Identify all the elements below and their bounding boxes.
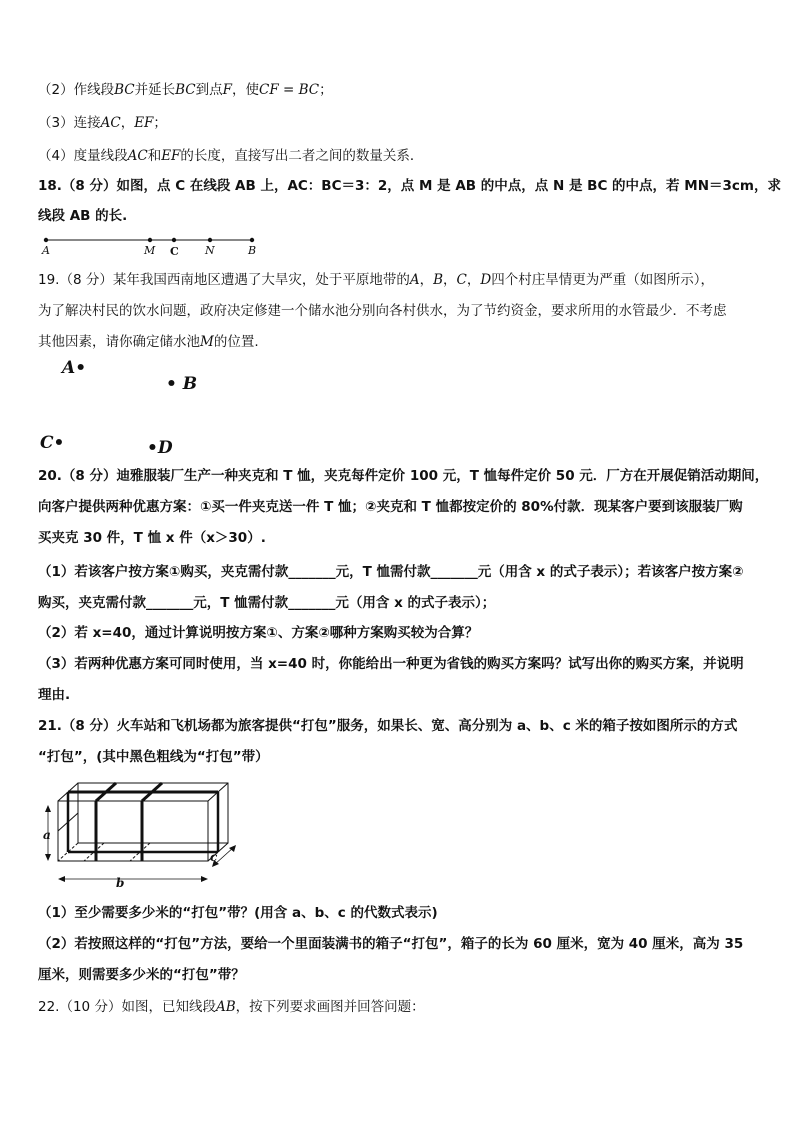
point-m xyxy=(148,238,152,242)
q19-text-line1: 19.（8 分）某年我国西南地区遭遇了大旱灾，处于平原地带的A，B，C，D四个村庄旱情更为严重（如图所示）， xyxy=(38,272,714,288)
q20-text-line2: 向客户提供两种优惠方案：①买一件夹克送一件 T 恤；②夹克和 T 恤都按定价的 80%付款．现某客户要到该服装厂购 xyxy=(38,499,743,515)
q21-text-line2: “打包”，(其中黑色粗线为“打包”带） xyxy=(38,749,269,765)
q19-text-line3: 其他因素，请你确定储水池M的位置. xyxy=(38,334,259,350)
q20-sub3-line2: 理由. xyxy=(38,687,71,703)
q18-text-line2: 线段 AB 的长. xyxy=(38,208,128,224)
q22-text-line1: 22.（10 分）如图，已知线段AB，按下列要求画图并回答问题： xyxy=(38,999,425,1015)
point-a xyxy=(44,238,48,242)
q18-text-line1: 18.（8 分）如图，点 C 在线段 AB 上，AC：BC＝3：2，点 M 是 AB 的中点，点 N 是 BC 的中点，若 MN＝3cm，求 xyxy=(38,178,781,194)
q17-step3: （3）连接AC，EF； xyxy=(38,115,167,131)
village-b: • B xyxy=(166,374,198,394)
q20-text-line3: 买夹克 30 件，T 恤 x 件（x＞30）. xyxy=(38,530,266,546)
point-b xyxy=(250,238,254,242)
label-c: C xyxy=(170,245,179,258)
q21-sub2-line2: 厘米，则需要多少米的“打包”带？ xyxy=(38,967,245,983)
q20-sub1-line2: 购买，夹克需付款_______元，T 恤需付款_______元（用含 x 的式子表示）； xyxy=(38,595,496,611)
dim-b-label: b xyxy=(116,876,125,889)
point-n xyxy=(208,238,212,242)
q20-sub3-line1: （3）若两种优惠方案可同时使用，当 x=40 时，你能给出一种更为省钱的购买方案吗？试写出你的购买方案，并说明 xyxy=(38,656,744,672)
village-c: C• xyxy=(40,433,65,453)
q21-sub1: （1）至少需要多少米的“打包”带？(用含 a、b、c 的代数式表示) xyxy=(38,905,438,921)
label-n: N xyxy=(205,244,215,257)
dim-c-label: c xyxy=(210,850,218,864)
q20-sub1-line1: （1）若该客户按方案①购买，夹克需付款_______元，T 恤需付款_______元（用含 x 的式子表示）；若该客户按方案② xyxy=(38,564,744,580)
q21-sub2-line1: （2）若按照这样的“打包”方法，要给一个里面装满书的箱子“打包”，箱子的长为 60 厘米，宽为 40 厘米，高为 35 xyxy=(38,936,744,952)
label-b: B xyxy=(248,244,257,257)
q21-text-line1: 21.（8 分）火车站和飞机场都为旅客提供“打包”服务，如果长、宽、高分别为 a、b、c 米的箱子按如图所示的方式 xyxy=(38,718,738,734)
label-a: A xyxy=(42,244,50,257)
q21-box-figure xyxy=(38,777,248,889)
q17-step2: （2）作线段BC并延长BC到点F，使CF = BC； xyxy=(38,82,333,98)
point-c xyxy=(172,238,176,242)
q17-step4: （4）度量线段AC和EF的长度，直接写出二者之间的数量关系． xyxy=(38,148,424,164)
q20-text-line1: 20.（8 分）迪雅服装厂生产一种夹克和 T 恤，夹克每件定价 100 元，T 恤每件定价 50 元．厂方在开展促销活动期间， xyxy=(38,468,769,484)
dim-a-label: a xyxy=(43,828,51,842)
village-d: •D xyxy=(147,438,173,458)
q20-sub2: （2）若 x=40，通过计算说明按方案①、方案②哪种方案购买较为合算？ xyxy=(38,625,479,641)
q19-text-line2: 为了解决村民的饮水问题，政府决定修建一个储水池分别向各村供水，为了节约资金，要求所用的水管最少．不考虑 xyxy=(38,303,727,319)
village-a: A• xyxy=(62,358,87,378)
label-m: M xyxy=(144,244,156,257)
